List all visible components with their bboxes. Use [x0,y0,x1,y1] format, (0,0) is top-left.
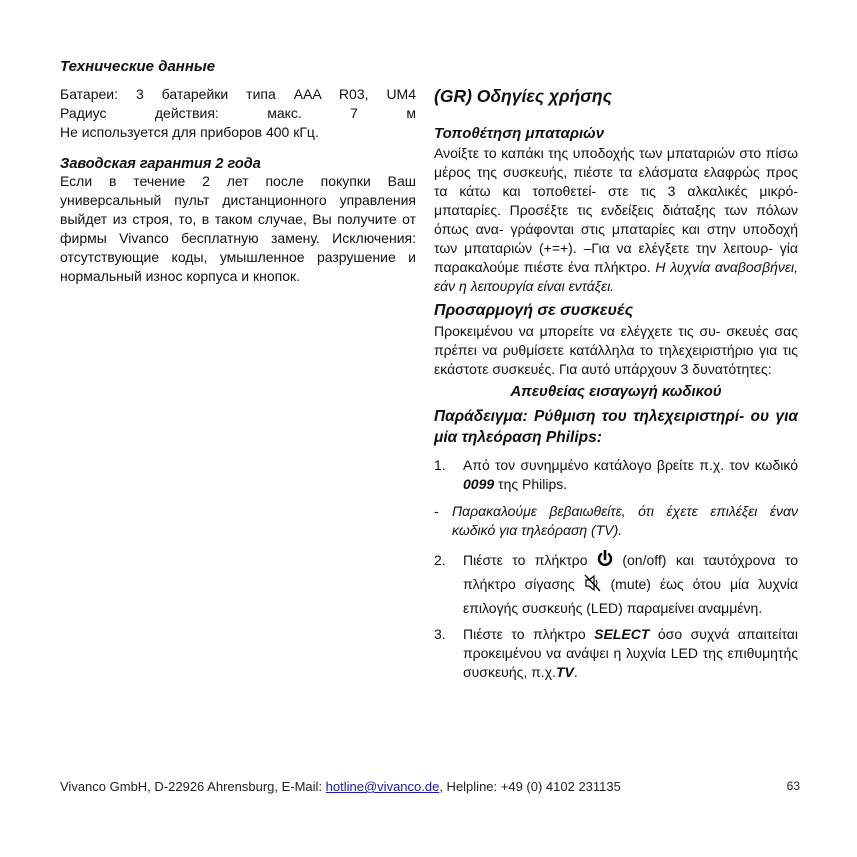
steps-list [434,456,798,682]
warranty-text: Если в течение 2 лет после покупки Ваш универсальный пульт дистанционного управления выйдет из строя, то, в таком случае, Вы получите от фирмы Vivanco бесплатную замену. Исключения: отсутствующие коды, умышленное разрушение и нормальный износ корпуса и кнопок. [60,173,416,284]
direct-entry-heading: Απευθείας εισαγωγή κωδικού [510,383,722,400]
step-3-end: . [573,664,578,680]
mute-icon [584,574,602,598]
footer-company: Vivanco GmbH, D-22926 Ahrensburg, E-Mail: [60,779,326,794]
battery-heading: Τοποθέτηση μπαταριών [434,125,605,142]
battery-text [434,144,798,296]
step-1-text-b: της Philips. [498,476,568,492]
adapt-text: Προκειμένου να μπορείτε να ελέγχετε τις συ- σκευές σας πρέπει να ρυθμίσετε κατάλληλα το τηλεχειριστήριο για τις εκάστοτε συσκευές. Για αυτό υπάρχουν 3 δυνατότητες: [434,323,798,377]
step-1-text-a: Από τον συνημμένο κατάλογο βρείτε π.χ. τον κωδικό [463,457,798,473]
step-3-key: SELECT [594,626,650,642]
tech-line-batteries: Батареи: 3 батарейки типа AAA R03, UM4 [60,86,416,102]
step-2-text-a: Πιέστε το πλήκτρο [463,552,588,568]
footer-email-link[interactable]: hotline@vivanco.de [325,779,440,794]
step-3-text-b: όσο συχνά απαιτείται προκειμένου να ανάψει η λυχνία LED της επιθυμητής συσκευής, π.χ. [463,626,798,680]
battery-text-italic: Η λυχνία αναβοσβήνει, εάν η λειτουργία είναι εντάξει. [434,259,799,294]
power-icon [597,550,613,574]
step-1-code: 0099 [463,476,495,492]
step-3-text-a: Πιέστε το πλήκτρο [463,626,586,642]
note-dash: - [434,503,439,519]
page-number: 63 [786,779,800,793]
battery-text-main: Ανοίξτε το καπάκι της υποδοχής των μπαταριών στο πίσω μέρος της συσκευής, πιέστε τα ελάσματα ελαφρώς προς τα κάτω και τοποθετεί- στε τις 3 αλκαλικές μικρό-μπαταρίες. Προσέξτε τις ενδείξεις διάταξης των πόλων όπως ανα- γράφονται στις μπαταρίες και στην υποδοχή των μπαταριών (+=+). –Για να ελέγξετε την λειτουρ- γία παρακαλούμε πιέστε ένα πλήκτρο. [434,145,798,275]
step-3-number: 3. [434,626,446,642]
step-1 [434,456,798,494]
footer [60,779,800,794]
left-column [60,58,416,286]
example-heading: Παράδειγμα: Ρύθμιση του τηλεχειριστηρί- ου για μία τηλεόραση Philips: [434,408,798,446]
note-text: Παρακαλούμε βεβαιωθείτε, ότι έχετε επιλέξει έναν κωδικό για τηλεόραση (TV). [452,503,798,538]
right-column [434,86,798,682]
step-1-number: 1. [434,457,446,473]
step-2-text-b: (on/off) και ταυτόχρονα το πλήκτρο σίγασης [463,552,799,592]
tech-line-range: Радиус действия: макс. 7 м [60,105,416,121]
tech-data-heading: Технические данные [60,58,216,75]
step-3 [434,625,798,682]
step-2-text-c: (mute) έως ότου μία λυχνία επιλογής συσκευής (LED) παραμείνει αναμμένη. [463,576,799,616]
tech-data-text [60,85,416,142]
section-title: (GR) Οδηγίες χρήσης [434,86,612,106]
step-2-number: 2. [434,552,446,568]
step-3-tv: TV [555,664,574,680]
tech-line-note: Не используется для приборов 400 кГц. [60,124,319,140]
step-2 [434,550,798,619]
note-item [434,502,798,540]
footer-helpline: , Helpline: +49 (0) 4102 231135 [439,779,621,794]
warranty-heading: Заводская гарантия 2 года [60,156,261,172]
adapt-heading: Προσαρμογή σε συσκευές [434,302,634,319]
